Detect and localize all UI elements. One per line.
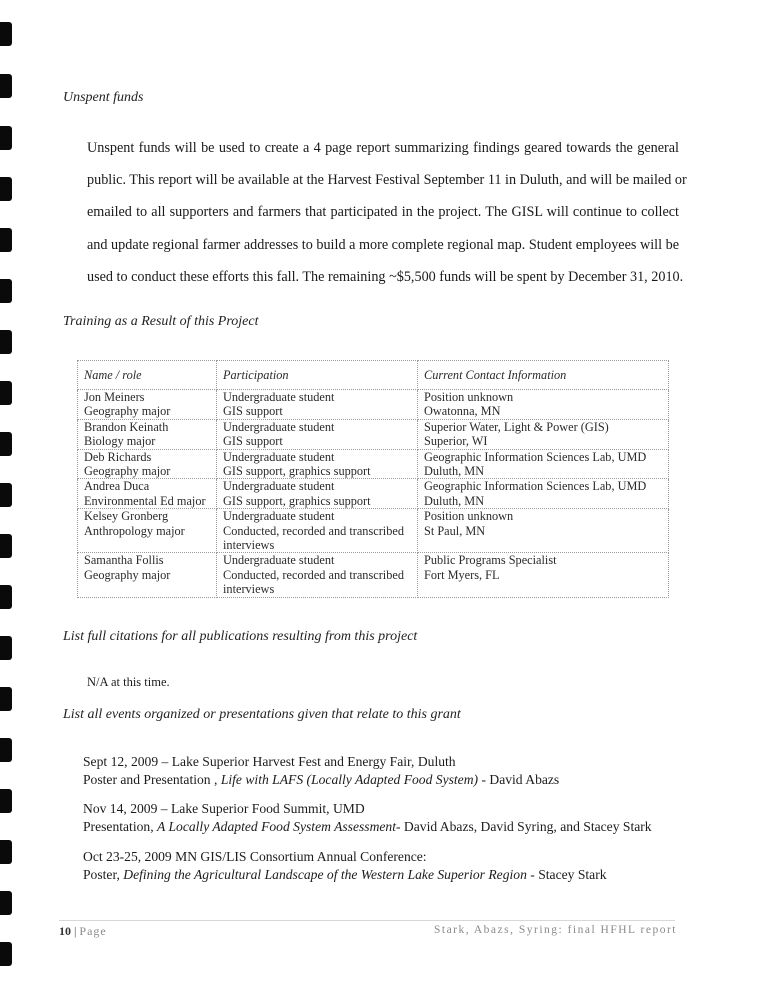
event-item [83, 753, 559, 788]
column-header: Current Contact Information [418, 361, 669, 390]
table-row [78, 509, 669, 553]
event-date-line: Oct 23-25, 2009 MN GIS/LIS Consortium Annual Conference: [83, 849, 427, 864]
cell-line: Duluth, MN [424, 493, 485, 508]
binding-holes [0, 0, 16, 1000]
participation-cell [217, 509, 418, 553]
paragraph-line: used to conduct these efforts this fall. The remaining ~$5,500 funds will be spent by December 31, 2010. [87, 268, 684, 285]
binding-hole [0, 534, 12, 558]
cell-line: interviews [223, 538, 275, 553]
cell-line: Environmental Ed major [84, 493, 206, 508]
binding-hole [0, 687, 12, 711]
event-item [83, 848, 607, 883]
cell-line: St Paul, MN [424, 523, 486, 538]
binding-hole [0, 381, 12, 405]
binding-hole [0, 891, 12, 915]
cell-line: Undergraduate student [223, 419, 335, 434]
event-prefix: Poster, [83, 866, 124, 882]
name-cell [78, 509, 217, 553]
cell-line: GIS support, graphics support [223, 493, 371, 508]
binding-hole [0, 840, 12, 864]
paragraph-line: Unspent funds will be used to create a 4 page report summarizing findings geared towards the general [87, 140, 679, 156]
cell-line: GIS support [223, 434, 283, 449]
cell-line: Geographic Information Sciences Lab, UMD [424, 449, 647, 464]
cell-line: Geography major [84, 404, 171, 419]
event-title: A Locally Adapted Food System Assessment [157, 818, 396, 834]
binding-hole [0, 585, 12, 609]
table-header-row [78, 361, 669, 390]
binding-hole [0, 942, 12, 966]
event-item [83, 800, 652, 835]
name-cell [78, 479, 217, 509]
cell-line: GIS support, graphics support [223, 464, 371, 479]
cell-line: Geography major [84, 567, 171, 582]
cell-line: Undergraduate student [223, 509, 335, 524]
binding-hole [0, 22, 12, 46]
page-label: Page [79, 924, 107, 938]
footer-separator: | [74, 924, 77, 938]
cell-line: Geographic Information Sciences Lab, UMD [424, 479, 647, 494]
contact-cell [418, 390, 669, 420]
participation-cell [217, 479, 418, 509]
cell-line: Geography major [84, 464, 171, 479]
name-cell [78, 553, 217, 597]
event-prefix: Presentation, [83, 818, 157, 834]
binding-hole [0, 279, 12, 303]
table-row [78, 390, 669, 420]
cell-line: interviews [223, 582, 275, 597]
binding-hole [0, 636, 12, 660]
column-header: Name / role [78, 361, 217, 390]
cell-line: Undergraduate student [223, 479, 335, 494]
table-row [78, 553, 669, 597]
binding-hole [0, 738, 12, 762]
cell-line: Anthropology major [84, 523, 185, 538]
paragraph-line: public. This report will be available at the Harvest Festival September 11 in Duluth, and will be mailed or [87, 172, 687, 189]
cell-line: Brandon Keinath [84, 419, 169, 434]
event-presenters: - David Abazs, David Syring, and Stacey Stark [396, 818, 652, 834]
publications-text: N/A at this time. [87, 675, 170, 689]
binding-hole [0, 330, 12, 354]
events-heading: List all events organized or presentations given that relate to this grant [63, 707, 461, 722]
cell-line: Biology major [84, 434, 156, 449]
name-cell [78, 449, 217, 479]
participation-cell [217, 449, 418, 479]
paragraph-line: emailed to all supporters and farmers that participated in the project. The GISL will continue to collect [87, 204, 679, 221]
binding-hole [0, 74, 12, 98]
cell-line: GIS support [223, 404, 283, 419]
event-presenters: - David Abazs [478, 771, 560, 787]
publications-heading: List full citations for all publications resulting from this project [63, 629, 418, 644]
contact-cell [418, 449, 669, 479]
cell-line: Owatonna, MN [424, 404, 501, 419]
cell-line: Position unknown [424, 390, 514, 404]
cell-line: Undergraduate student [223, 390, 335, 404]
cell-line: Duluth, MN [424, 464, 485, 479]
unspent-funds-heading: Unspent funds [63, 90, 144, 105]
training-heading: Training as a Result of this Project [63, 314, 259, 329]
cell-line: Fort Myers, FL [424, 567, 500, 582]
binding-hole [0, 126, 12, 150]
cell-line: Conducted, recorded and transcribed [223, 567, 404, 582]
event-date-line: Nov 14, 2009 – Lake Superior Food Summit, UMD [83, 801, 365, 816]
participation-cell [217, 390, 418, 420]
event-presentation-line [83, 818, 652, 836]
name-cell [78, 419, 217, 449]
cell-line: Samantha Follis [84, 553, 164, 568]
cell-line: Superior Water, Light & Power (GIS) [424, 419, 609, 434]
cell-line: Andrea Duca [84, 479, 150, 494]
cell-line: Position unknown [424, 509, 514, 524]
participation-cell [217, 419, 418, 449]
training-table [77, 360, 669, 598]
report-title-footer: Stark, Abazs, Syring: final HFHL report [433, 924, 677, 936]
cell-line: Undergraduate student [223, 449, 335, 464]
cell-line: Superior, WI [424, 434, 488, 449]
event-presentation-line [83, 866, 607, 884]
cell-line: Kelsey Gronberg [84, 509, 169, 524]
contact-cell [418, 479, 669, 509]
binding-hole [0, 228, 12, 252]
column-header: Participation [217, 361, 418, 390]
binding-hole [0, 177, 12, 201]
binding-hole [0, 789, 12, 813]
event-date-line: Sept 12, 2009 – Lake Superior Harvest Fest and Energy Fair, Duluth [83, 754, 456, 769]
name-cell [78, 390, 217, 420]
cell-line: Undergraduate student [223, 553, 335, 568]
participation-cell [217, 553, 418, 597]
event-title: Defining the Agricultural Landscape of the Western Lake Superior Region [123, 866, 527, 882]
binding-hole [0, 432, 12, 456]
paragraph-line: and update regional farmer addresses to build a more complete regional map. Student employees will be [87, 236, 679, 253]
contact-cell [418, 419, 669, 449]
binding-hole [0, 483, 12, 507]
event-prefix: Poster and Presentation , [83, 771, 221, 787]
table-row [78, 479, 669, 509]
event-presenters: - Stacey Stark [526, 866, 607, 882]
page-footer-left [59, 924, 107, 939]
table-row [78, 449, 669, 479]
unspent-funds-paragraph [87, 132, 687, 293]
footer-divider [59, 920, 675, 921]
cell-line: Deb Richards [84, 449, 152, 464]
event-title: Life with LAFS (Locally Adapted Food System) [220, 771, 479, 787]
page-number: 10 [59, 924, 71, 938]
event-presentation-line [83, 771, 559, 789]
table-row [78, 419, 669, 449]
cell-line: Public Programs Specialist [424, 553, 557, 568]
cell-line: Jon Meiners [84, 390, 145, 404]
cell-line: Conducted, recorded and transcribed [223, 523, 404, 538]
contact-cell [418, 509, 669, 553]
contact-cell [418, 553, 669, 597]
